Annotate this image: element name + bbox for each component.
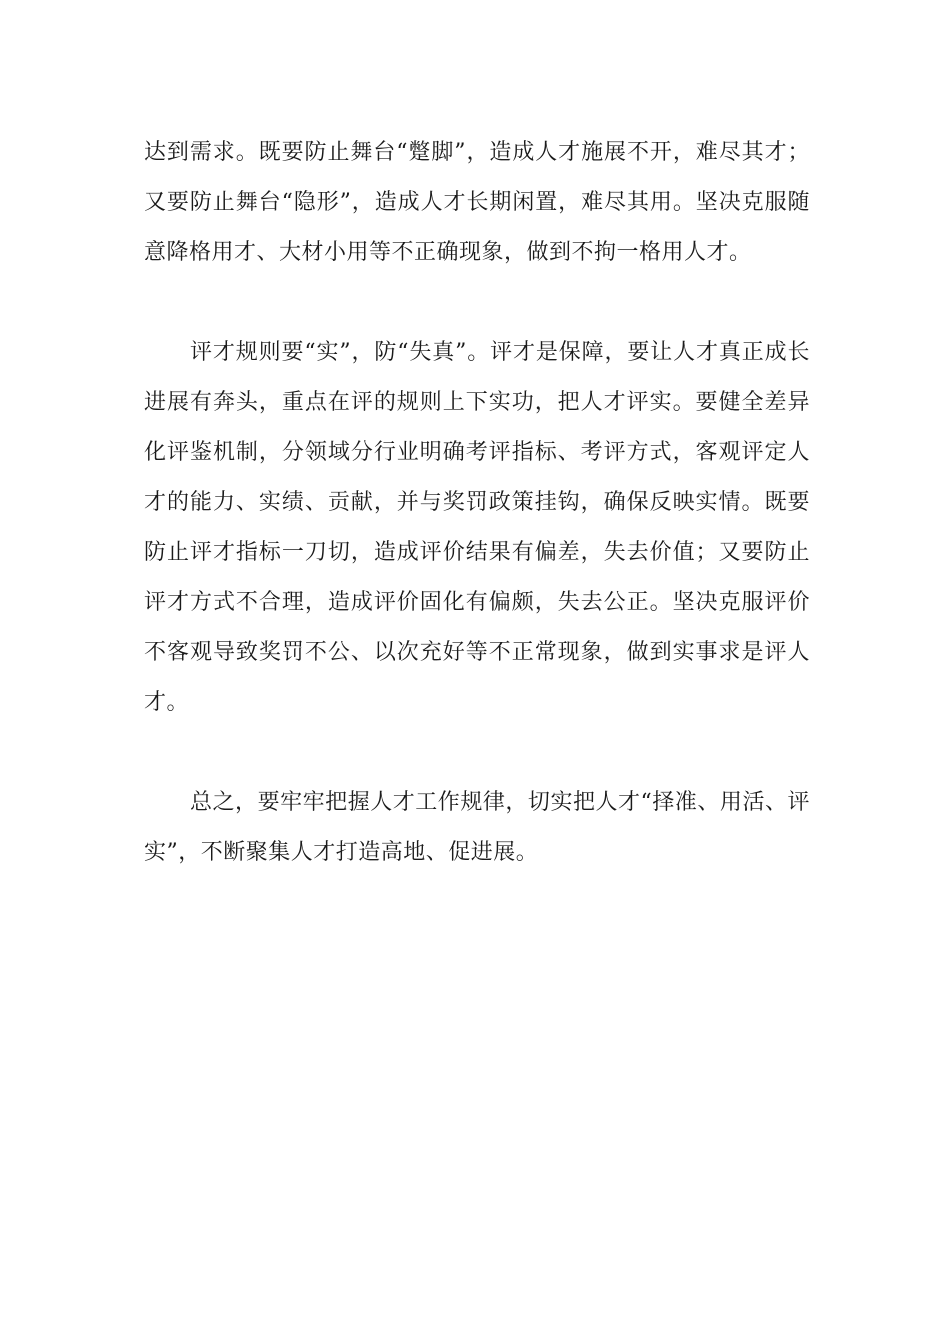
- paragraph-conclusion: 总之，要牢牢把握人才工作规律，切实把人才“择准、用活、评实”，不断聚集人才打造高地、促进展。: [144, 790, 810, 865]
- paragraph-evaluation-rules: 评才规则要“实”，防“失真”。评才是保障，要让人才真正成长进展有奔头，重点在评的规则上下实功，把人才评实。要健全差异化评鉴机制，分领域分行业明确考评指标、考评方式，客观评定人才的能力、实绩、贡献，并与奖罚政策挂钩，确保反映实情。既要防止评才指标一刀切，造成评价结果有偏差，失去价值；又要防止评才方式不合理，造成评价固化有偏颇，失去公正。坚决克服评价不客观导致奖罚不公、以次充好等不正常现象，做到实事求是评人才。: [144, 340, 810, 715]
- paragraph-spacer: [144, 728, 810, 778]
- paragraph-spacer: [144, 278, 810, 328]
- paragraph-continuation: 达到需求。既要防止舞台“蹩脚”，造成人才施展不开，难尽其才；又要防止舞台“隐形”，造成人才长期闲置，难尽其用。坚决克服随意降格用才、大材小用等不正确现象，做到不拘一格用人才。: [144, 140, 810, 265]
- document-body: [144, 128, 810, 878]
